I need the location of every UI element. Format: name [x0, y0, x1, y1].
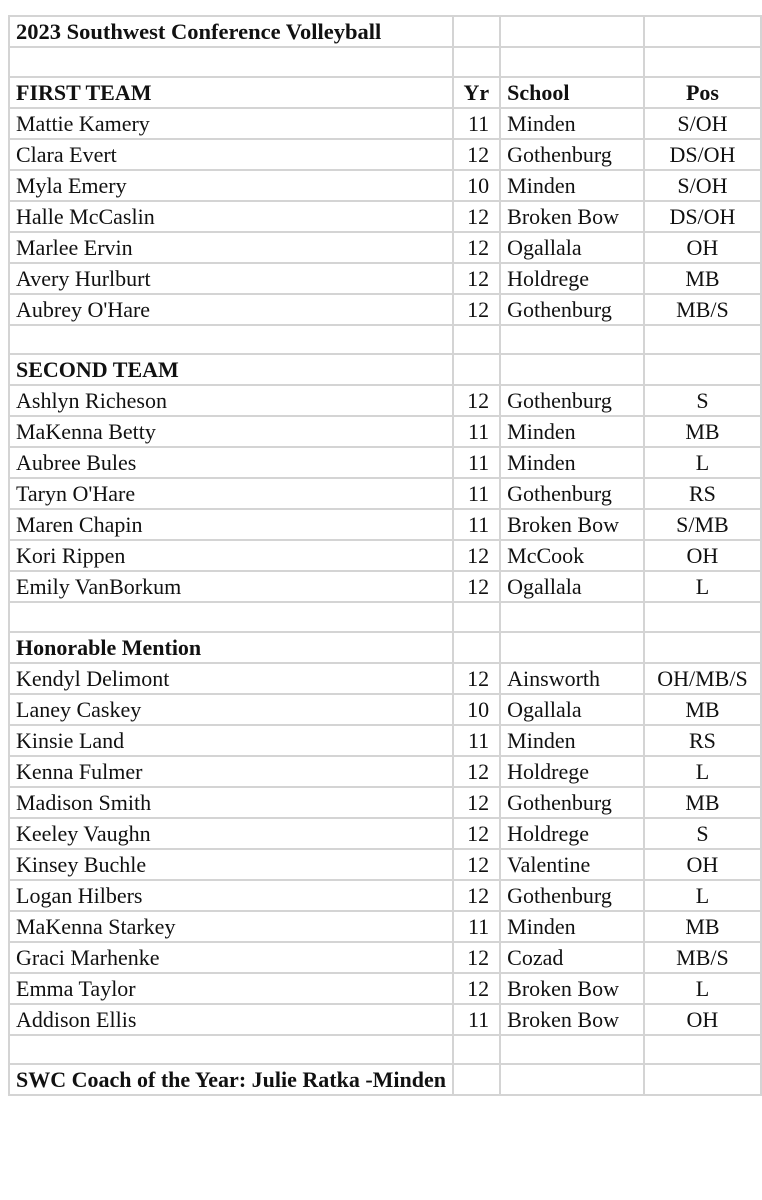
table-row — [9, 787, 761, 818]
player-year: 12 — [453, 385, 500, 416]
player-school: Gothenburg — [500, 294, 644, 325]
player-school: Gothenburg — [500, 787, 644, 818]
empty-cell — [644, 354, 761, 385]
player-name: Keeley Vaughn — [9, 818, 453, 849]
player-school: McCook — [500, 540, 644, 571]
player-name: Taryn O'Hare — [9, 478, 453, 509]
column-header-school: School — [500, 77, 644, 108]
player-position: OH — [644, 1004, 761, 1035]
player-position: S/OH — [644, 170, 761, 201]
player-school: Ogallala — [500, 571, 644, 602]
table-row — [9, 818, 761, 849]
player-position: MB — [644, 694, 761, 725]
player-year: 12 — [453, 818, 500, 849]
player-name: Clara Evert — [9, 139, 453, 170]
player-position: MB/S — [644, 942, 761, 973]
empty-cell — [453, 16, 500, 47]
empty-cell — [500, 354, 644, 385]
empty-cell — [453, 325, 500, 355]
player-year: 12 — [453, 942, 500, 973]
player-name: Graci Marhenke — [9, 942, 453, 973]
player-school: Valentine — [500, 849, 644, 880]
player-year: 12 — [453, 663, 500, 694]
player-position: MB — [644, 416, 761, 447]
column-header-pos: Pos — [644, 77, 761, 108]
table-row — [9, 694, 761, 725]
player-name: Marlee Ervin — [9, 232, 453, 263]
table-row — [9, 725, 761, 756]
player-school: Minden — [500, 108, 644, 139]
player-name: Avery Hurlburt — [9, 263, 453, 294]
table-row — [9, 416, 761, 447]
empty-cell — [644, 47, 761, 77]
player-year: 11 — [453, 447, 500, 478]
player-year: 12 — [453, 849, 500, 880]
player-name: Mattie Kamery — [9, 108, 453, 139]
player-school: Gothenburg — [500, 880, 644, 911]
table-row — [9, 756, 761, 787]
empty-cell — [453, 602, 500, 632]
table-row — [9, 849, 761, 880]
player-school: Broken Bow — [500, 973, 644, 1004]
empty-cell — [644, 16, 761, 47]
player-name: Kinsie Land — [9, 725, 453, 756]
player-position: RS — [644, 725, 761, 756]
title-row — [9, 16, 761, 47]
empty-cell — [644, 1064, 761, 1095]
player-school: Holdrege — [500, 818, 644, 849]
player-school: Gothenburg — [500, 139, 644, 170]
table-row — [9, 385, 761, 416]
player-year: 12 — [453, 540, 500, 571]
table-row — [9, 447, 761, 478]
column-header-yr: Yr — [453, 77, 500, 108]
table-row — [9, 139, 761, 170]
table-row — [9, 1004, 761, 1035]
spacer-row — [9, 325, 761, 355]
player-school: Ogallala — [500, 694, 644, 725]
player-position: OH/MB/S — [644, 663, 761, 694]
page-title: 2023 Southwest Conference Volleyball — [9, 16, 453, 47]
player-school: Minden — [500, 416, 644, 447]
player-year: 12 — [453, 880, 500, 911]
player-name: Aubree Bules — [9, 447, 453, 478]
empty-cell — [453, 354, 500, 385]
section-title: SECOND TEAM — [9, 354, 453, 385]
player-position: OH — [644, 540, 761, 571]
empty-cell — [9, 602, 453, 632]
coach-of-the-year: SWC Coach of the Year: Julie Ratka -Minden — [9, 1064, 453, 1095]
player-name: Maren Chapin — [9, 509, 453, 540]
table-row — [9, 880, 761, 911]
empty-cell — [500, 16, 644, 47]
player-name: Halle McCaslin — [9, 201, 453, 232]
empty-cell — [9, 1035, 453, 1065]
player-year: 11 — [453, 725, 500, 756]
player-name: Myla Emery — [9, 170, 453, 201]
player-position: L — [644, 880, 761, 911]
player-position: S — [644, 385, 761, 416]
player-position: MB — [644, 787, 761, 818]
player-name: Kenna Fulmer — [9, 756, 453, 787]
player-name: Madison Smith — [9, 787, 453, 818]
player-position: DS/OH — [644, 139, 761, 170]
player-position: OH — [644, 849, 761, 880]
player-school: Broken Bow — [500, 1004, 644, 1035]
table-row — [9, 942, 761, 973]
player-school: Cozad — [500, 942, 644, 973]
player-year: 11 — [453, 108, 500, 139]
player-school: Ainsworth — [500, 663, 644, 694]
table-row — [9, 540, 761, 571]
table-row — [9, 232, 761, 263]
empty-cell — [453, 47, 500, 77]
player-name: Ashlyn Richeson — [9, 385, 453, 416]
table-row — [9, 663, 761, 694]
table-row — [9, 170, 761, 201]
player-year: 11 — [453, 911, 500, 942]
table-row — [9, 911, 761, 942]
player-position: MB/S — [644, 294, 761, 325]
table-row — [9, 478, 761, 509]
player-school: Minden — [500, 911, 644, 942]
player-position: L — [644, 447, 761, 478]
section-header-row — [9, 632, 761, 663]
player-position: RS — [644, 478, 761, 509]
player-school: Gothenburg — [500, 385, 644, 416]
section-title: Honorable Mention — [9, 632, 453, 663]
player-year: 10 — [453, 694, 500, 725]
player-year: 12 — [453, 139, 500, 170]
empty-cell — [453, 632, 500, 663]
volleyball-all-conference-table — [8, 15, 762, 1096]
section-header-row — [9, 77, 761, 108]
player-name: Kendyl Delimont — [9, 663, 453, 694]
table-row — [9, 571, 761, 602]
empty-cell — [500, 632, 644, 663]
player-school: Minden — [500, 170, 644, 201]
player-name: Addison Ellis — [9, 1004, 453, 1035]
player-year: 11 — [453, 509, 500, 540]
player-position: S/MB — [644, 509, 761, 540]
player-name: Kinsey Buchle — [9, 849, 453, 880]
player-position: L — [644, 756, 761, 787]
player-name: Emma Taylor — [9, 973, 453, 1004]
player-position: S — [644, 818, 761, 849]
player-name: Kori Rippen — [9, 540, 453, 571]
player-year: 10 — [453, 170, 500, 201]
player-name: Aubrey O'Hare — [9, 294, 453, 325]
player-position: MB — [644, 263, 761, 294]
player-school: Minden — [500, 447, 644, 478]
table-row — [9, 201, 761, 232]
player-year: 12 — [453, 973, 500, 1004]
player-school: Holdrege — [500, 263, 644, 294]
section-header-row — [9, 354, 761, 385]
player-name: MaKenna Starkey — [9, 911, 453, 942]
empty-cell — [453, 1064, 500, 1095]
table-row — [9, 108, 761, 139]
player-name: Emily VanBorkum — [9, 571, 453, 602]
empty-cell — [644, 602, 761, 632]
footer-row — [9, 1064, 761, 1095]
table-row — [9, 263, 761, 294]
section-title: FIRST TEAM — [9, 77, 453, 108]
player-school: Broken Bow — [500, 509, 644, 540]
empty-cell — [500, 1035, 644, 1065]
empty-cell — [9, 325, 453, 355]
table-row — [9, 509, 761, 540]
player-name: Laney Caskey — [9, 694, 453, 725]
spacer-row — [9, 1035, 761, 1065]
player-year: 12 — [453, 232, 500, 263]
player-year: 12 — [453, 756, 500, 787]
player-school: Gothenburg — [500, 478, 644, 509]
spacer-row — [9, 602, 761, 632]
player-year: 12 — [453, 787, 500, 818]
empty-cell — [500, 1064, 644, 1095]
player-school: Ogallala — [500, 232, 644, 263]
player-year: 12 — [453, 201, 500, 232]
player-school: Broken Bow — [500, 201, 644, 232]
player-school: Minden — [500, 725, 644, 756]
player-year: 12 — [453, 294, 500, 325]
spacer-row — [9, 47, 761, 77]
player-position: L — [644, 571, 761, 602]
player-position: L — [644, 973, 761, 1004]
player-year: 12 — [453, 263, 500, 294]
player-position: S/OH — [644, 108, 761, 139]
player-position: OH — [644, 232, 761, 263]
table-row — [9, 294, 761, 325]
player-name: Logan Hilbers — [9, 880, 453, 911]
player-position: MB — [644, 911, 761, 942]
player-year: 11 — [453, 416, 500, 447]
empty-cell — [500, 325, 644, 355]
player-school: Holdrege — [500, 756, 644, 787]
table-row — [9, 973, 761, 1004]
player-year: 11 — [453, 1004, 500, 1035]
empty-cell — [453, 1035, 500, 1065]
player-name: MaKenna Betty — [9, 416, 453, 447]
empty-cell — [9, 47, 453, 77]
player-position: DS/OH — [644, 201, 761, 232]
empty-cell — [644, 632, 761, 663]
player-year: 12 — [453, 571, 500, 602]
empty-cell — [644, 325, 761, 355]
player-year: 11 — [453, 478, 500, 509]
empty-cell — [644, 1035, 761, 1065]
empty-cell — [500, 602, 644, 632]
empty-cell — [500, 47, 644, 77]
